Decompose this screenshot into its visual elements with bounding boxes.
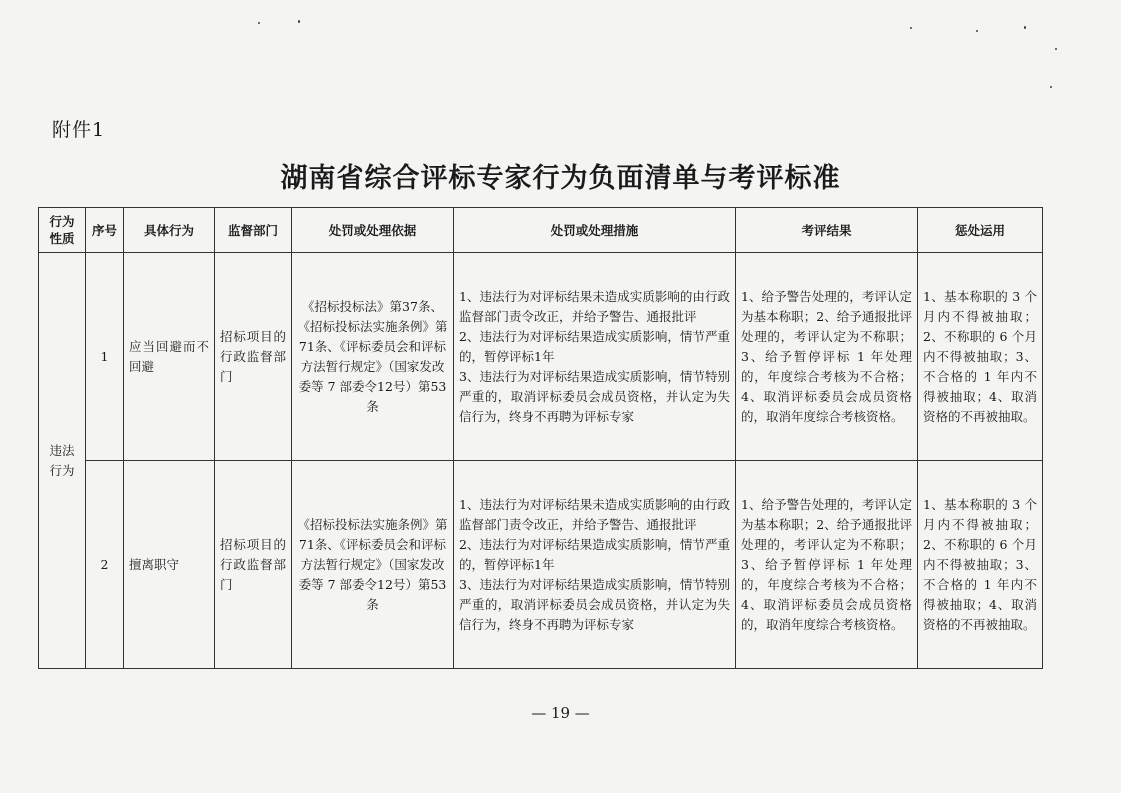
header-result: 考评结果 xyxy=(736,208,918,253)
measures-cell xyxy=(454,253,736,461)
document-title: 湖南省综合评标专家行为负面清单与考评标准 xyxy=(280,163,841,194)
behavior-cell: 擅离职守 xyxy=(124,461,215,669)
result-cell: 1、给予警告处理的，考评认定为基本称职；2、给予通报批评处理的，考评认定为不称职；3、给予暂停评标 1 年处理的，年度综合考核为不合格；4、取消评标委员会成员资格的，取消年度综合考核资格。 xyxy=(736,253,918,461)
dept-cell: 招标项目的行政监督部门 xyxy=(215,461,292,669)
scan-speck xyxy=(258,22,260,24)
basis-cell: 《招标投标法实施条例》第71条、《评标委员会和评标方法暂行规定》（国家发改委等 7 部委令12号）第53条 xyxy=(292,461,454,669)
header-measures: 处罚或处理措施 xyxy=(454,208,736,253)
scan-speck xyxy=(298,20,300,23)
page-number: — 19 — xyxy=(531,704,590,722)
measure-item: 1、违法行为对评标结果未造成实质影响的由行政监督部门责令改正，并给予警告、通报批评 xyxy=(459,288,730,324)
measure-item: 1、违法行为对评标结果未造成实质影响的由行政监督部门责令改正，并给予警告、通报批评 xyxy=(459,496,730,532)
dept-cell: 招标项目的行政监督部门 xyxy=(215,253,292,461)
attachment-label: 附件1 xyxy=(52,119,106,141)
header-nature: 行为性质 xyxy=(39,208,86,253)
penalty-cell: 1、基本称职的 3 个月内不得被抽取；2、不称职的 6 个月内不得被抽取；3、不合格的 1 年内不得被抽取；4、取消资格的不再被抽取。 xyxy=(918,461,1043,669)
basis-cell: 《招标投标法》第37条、《招标投标法实施条例》第71条、《评标委员会和评标方法暂行规定》（国家发改委等 7 部委令12号）第53条 xyxy=(292,253,454,461)
table-row xyxy=(39,461,1043,669)
measure-item: 2、违法行为对评标结果造成实质影响，情节严重的，暂停评标1年 xyxy=(459,328,730,364)
row-number: 2 xyxy=(86,461,124,669)
scan-speck xyxy=(910,27,912,29)
measure-item: 3、违法行为对评标结果造成实质影响，情节特别严重的，取消评标委员会成员资格，并认定为失信行为，终身不再聘为评标专家 xyxy=(459,576,730,632)
table-row xyxy=(39,253,1043,461)
row-number: 1 xyxy=(86,253,124,461)
scan-speck xyxy=(1055,48,1057,50)
measure-item: 3、违法行为对评标结果造成实质影响，情节特别严重的，取消评标委员会成员资格，并认定为失信行为，终身不再聘为评标专家 xyxy=(459,368,730,424)
penalty-cell: 1、基本称职的 3 个月内不得被抽取；2、不称职的 6 个月内不得被抽取；3、不合格的 1 年内不得被抽取；4、取消资格的不再被抽取。 xyxy=(918,253,1043,461)
result-cell: 1、给予警告处理的，考评认定为基本称职；2、给予通报批评处理的，考评认定为不称职；3、给予暂停评标 1 年处理的，年度综合考核为不合格；4、取消评标委员会成员资格的，取消年度综合考核资格。 xyxy=(736,461,918,669)
behavior-cell: 应当回避而不回避 xyxy=(124,253,215,461)
scan-speck xyxy=(976,30,978,32)
scan-speck xyxy=(1024,26,1026,29)
header-row xyxy=(39,208,1043,253)
scan-speck xyxy=(1050,86,1052,88)
behavior-nature-cell: 违法行为 xyxy=(39,253,86,669)
evaluation-table xyxy=(38,207,1043,669)
measure-item: 2、违法行为对评标结果造成实质影响，情节严重的，暂停评标1年 xyxy=(459,536,730,572)
header-penalty: 惩处运用 xyxy=(918,208,1043,253)
header-no: 序号 xyxy=(86,208,124,253)
header-basis: 处罚或处理依据 xyxy=(292,208,454,253)
header-behavior: 具体行为 xyxy=(124,208,215,253)
header-dept: 监督部门 xyxy=(215,208,292,253)
measures-cell xyxy=(454,461,736,669)
